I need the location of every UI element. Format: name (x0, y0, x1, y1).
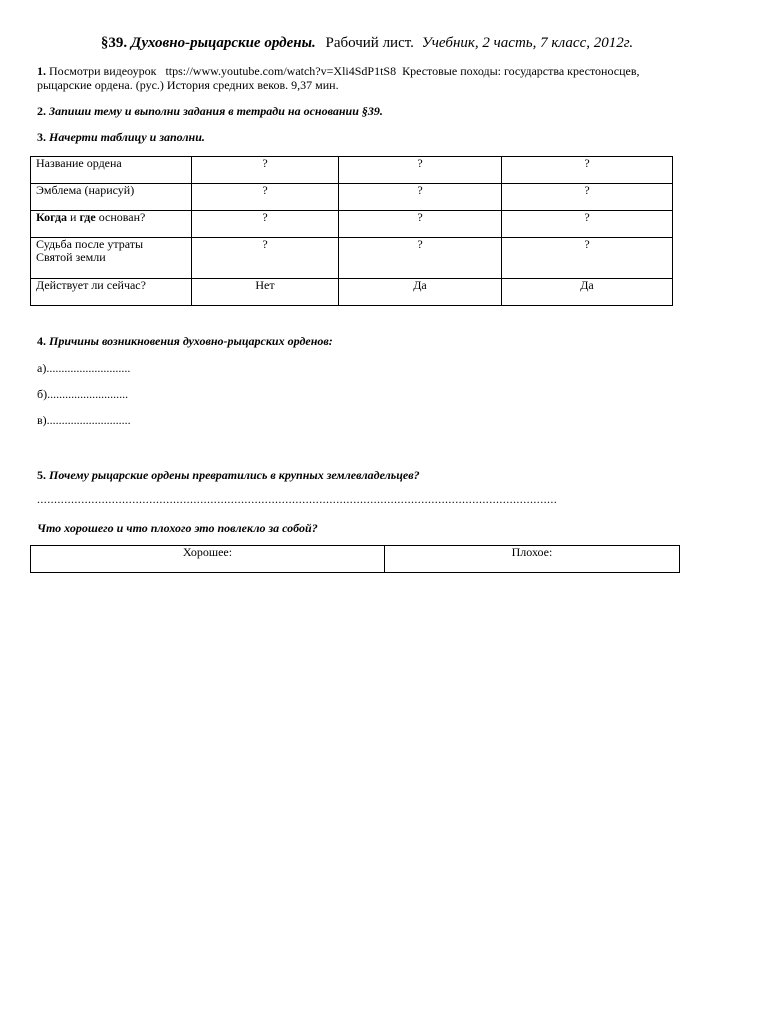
task-1-number: 1. (37, 64, 46, 78)
row-label-line-2: Святой земли (36, 250, 106, 264)
row-label-line-1: Судьба после утраты (36, 237, 144, 251)
task-3 (37, 130, 205, 144)
task-5 (37, 468, 420, 482)
task-5-text: Почему рыцарские ордены превратились в крупных землевладельцев? (49, 468, 420, 482)
task-1-line-2: рыцарские ордена. (рус.) История средних веков. 9,37 мин. (37, 78, 339, 92)
task-5-number: 5. (37, 468, 46, 482)
task-4-number: 4. (37, 334, 46, 348)
row-label (31, 211, 192, 238)
good-header: Хорошее: (31, 546, 385, 573)
video-link[interactable]: ttps://www.youtube.com/watch?v=Xli4SdP1tS8 (165, 64, 397, 78)
table-cell: ? (502, 211, 673, 238)
title-kind: Рабочий лист. (325, 35, 414, 51)
task-3-number: 3. (37, 130, 46, 144)
task-3-text: Начерти таблицу и заполни. (49, 130, 205, 144)
answer-line-a: а)............................ (37, 361, 131, 375)
table-row (31, 238, 673, 279)
label-founded: основан? (95, 210, 146, 224)
table-cell: ? (192, 184, 339, 211)
table-cell: ? (339, 211, 502, 238)
task-2 (37, 104, 383, 118)
task-1-description: Крестовые походы: государства крестоносцев, (402, 64, 640, 78)
task-1 (37, 64, 640, 92)
table-row (31, 157, 673, 184)
table-cell: Да (502, 279, 673, 306)
table-cell: ? (192, 157, 339, 184)
table-cell: ? (502, 157, 673, 184)
table-cell: ? (339, 238, 502, 279)
table-cell: ? (502, 238, 673, 279)
table-cell: ? (192, 238, 339, 279)
table-cell: ? (339, 184, 502, 211)
table-cell: Нет (192, 279, 339, 306)
table-cell: Да (339, 279, 502, 306)
table-cell: ? (192, 211, 339, 238)
row-label: Название ордена (31, 157, 192, 184)
row-label (31, 238, 192, 279)
label-when: Когда (36, 210, 68, 224)
task-5-question (37, 521, 318, 535)
bad-header: Плохое: (385, 546, 680, 573)
good-bad-table (30, 545, 680, 573)
task-5-question-text: Что хорошего и что плохого это повлекло за собой? (37, 521, 318, 535)
table-cell: ? (339, 157, 502, 184)
table-row (31, 279, 673, 306)
task-4 (37, 334, 333, 348)
row-label: Действует ли сейчас? (31, 279, 192, 306)
table-cell: ? (502, 184, 673, 211)
answer-line-b: б)........................... (37, 387, 129, 401)
label-and: и (67, 210, 80, 224)
title-section: §39. (100, 35, 128, 51)
table-row (31, 546, 680, 573)
task-2-text: Запиши тему и выполни задания в тетради на основании §39. (49, 104, 383, 118)
answer-dotted-line: ......................................................................................................................................................... (37, 492, 558, 506)
page-title (0, 35, 734, 52)
orders-table (30, 156, 673, 306)
row-label: Эмблема (нарисуй) (31, 184, 192, 211)
title-source: Учебник, 2 часть, 7 класс, 2012г. (421, 35, 634, 51)
task-4-text: Причины возникновения духовно-рыцарских орденов: (49, 334, 333, 348)
table-row (31, 184, 673, 211)
table-row (31, 211, 673, 238)
task-1-text: Посмотри видеоурок (49, 64, 157, 78)
label-where: где (79, 210, 96, 224)
task-2-number: 2. (37, 104, 46, 118)
answer-line-c: в)............................ (37, 413, 131, 427)
title-topic: Духовно-рыцарские ордены. (130, 35, 316, 51)
